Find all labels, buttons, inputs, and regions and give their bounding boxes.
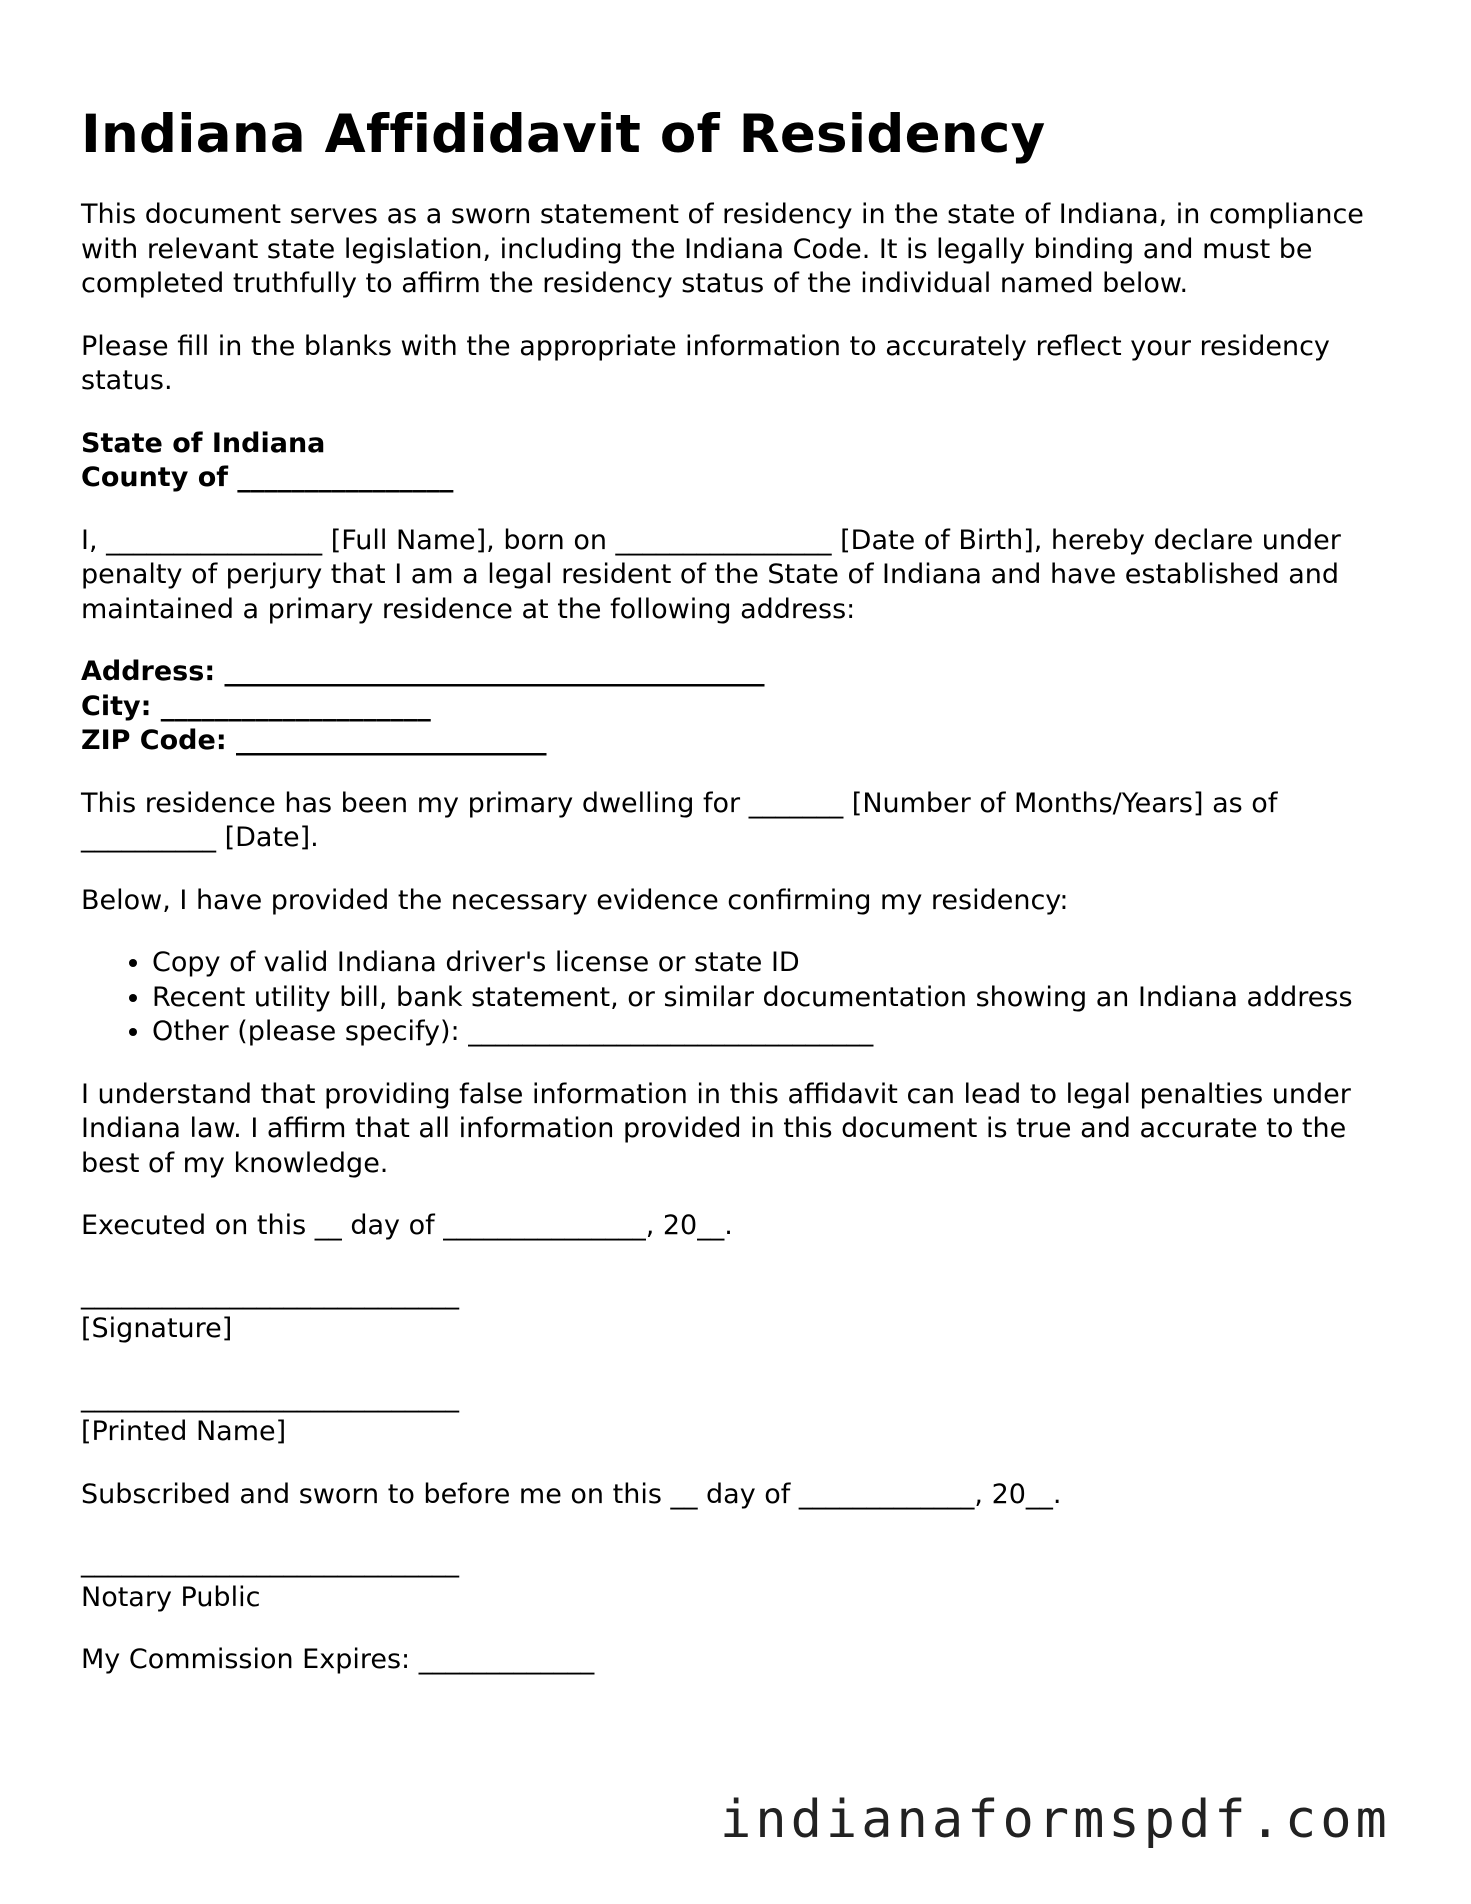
venue-block <box>81 427 1401 496</box>
city-field: City: ____________________ <box>81 690 431 722</box>
subscribed-line: Subscribed and sworn to before me on this __ day of _____________, 20__. <box>81 1478 1062 1510</box>
instructions-paragraph: Please fill in the blanks with the appropriate information to accurately reflect your residency status. <box>81 330 1330 396</box>
affirmation-paragraph: I understand that providing false information in this affidavit can lead to legal penalties under Indiana law. I affirm that all information provided in this document is true and accurate to the best of my knowledge. <box>81 1078 1351 1179</box>
signature-block <box>81 1278 1401 1347</box>
notary-block <box>81 1546 1401 1615</box>
site-watermark: indianaformspdf.com <box>720 1790 1391 1850</box>
notary-label: Notary Public <box>81 1581 261 1613</box>
zip-field: ZIP Code: _______________________ <box>81 725 547 756</box>
signature-line: ____________________________ <box>81 1278 459 1310</box>
duration-paragraph: This residence has been my primary dwelling for _______ [Number of Months/Years] as of __________ [Date]. <box>81 787 1278 853</box>
signature-label: [Signature] <box>81 1313 233 1344</box>
intro-paragraph: This document serves as a sworn statement of residency in the state of Indiana, in compliance with relevant state legislation, including the Indiana Code. It is legally binding and must be completed truthfully to affirm the residency status of the individual named below. <box>81 199 1364 299</box>
executed-line: Executed on this __ day of _______________, 20__. <box>81 1210 733 1241</box>
address-field: Address: ________________________________________ <box>81 656 765 687</box>
evidence-intro: Below, I have provided the necessary evidence confirming my residency: <box>81 884 1069 916</box>
declaration-paragraph: I, ________________ [Full Name], born on ________________ [Date of Birth], hereby declare under penalty of perjury that I am a legal resident of the State of Indiana and have established and maintained a primary residence at the following address: <box>81 524 1341 625</box>
venue-state: State of Indiana <box>81 427 326 459</box>
address-block <box>81 655 1401 759</box>
evidence-item: • Recent utility bill, bank statement, or similar documentation showing an Indiana address <box>152 981 1401 1016</box>
evidence-item: • Other (please specify): ______________________________ <box>152 1015 1401 1050</box>
document-page <box>81 100 1401 1706</box>
evidence-item: • Copy of valid Indiana driver's license or state ID <box>152 946 1401 981</box>
document-title: Indiana Affididavit of Residency <box>81 104 1046 165</box>
notary-line: ____________________________ <box>81 1547 459 1578</box>
printed-name-label: [Printed Name] <box>81 1416 287 1447</box>
printed-name-block <box>81 1381 1401 1450</box>
printed-name-line: ____________________________ <box>81 1381 459 1413</box>
evidence-list <box>81 946 1401 1050</box>
venue-county: County of ________________ <box>81 462 454 493</box>
commission-line: My Commission Expires: _____________ <box>81 1644 595 1675</box>
